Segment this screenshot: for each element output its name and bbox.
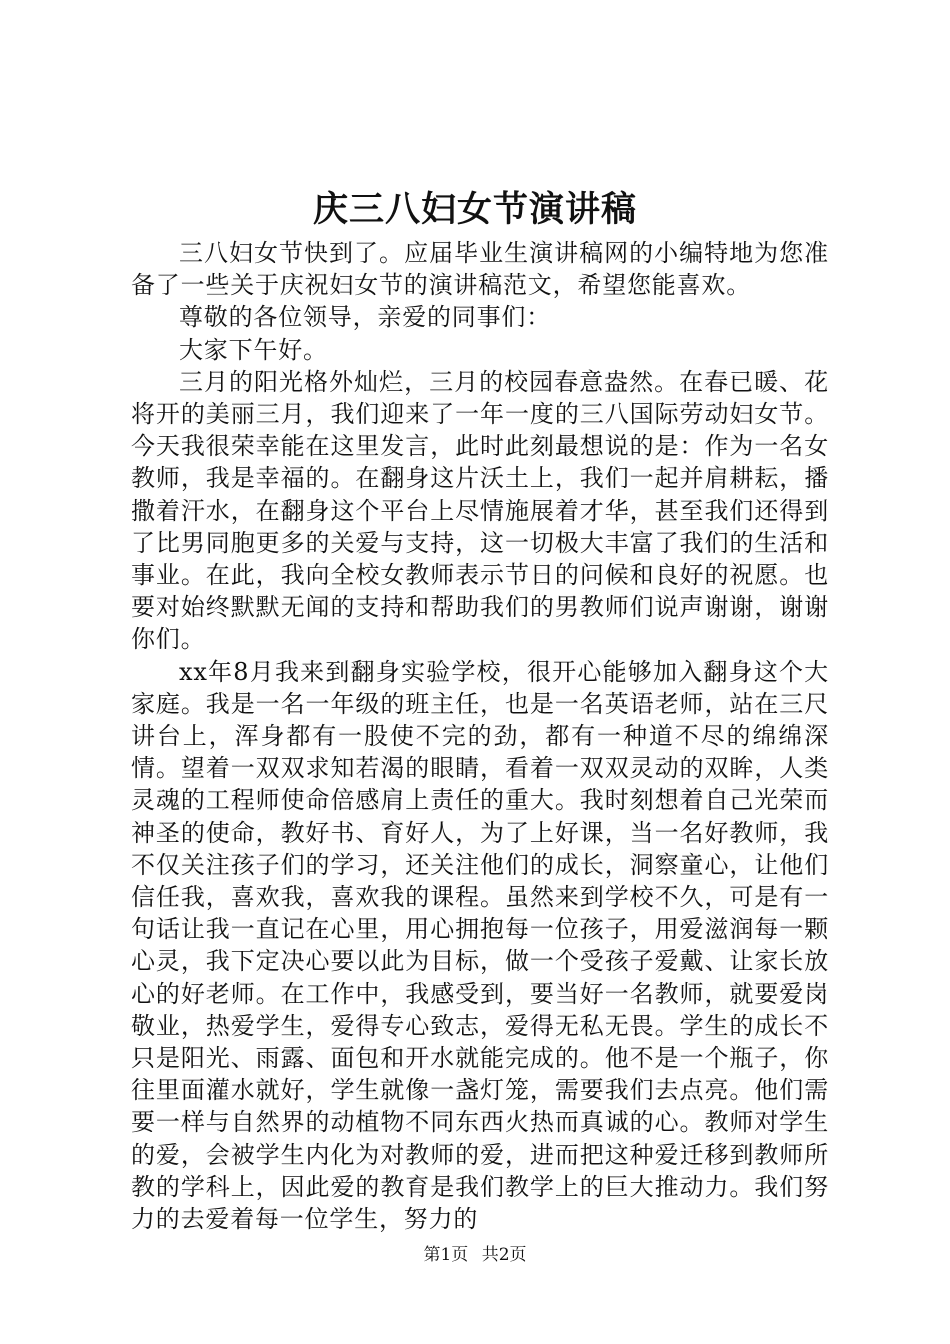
document-title: 庆三八妇女节演讲稿 bbox=[312, 189, 637, 230]
paragraph-greeting: 大家下午好。 bbox=[179, 335, 328, 364]
paragraph-intro: 三八妇女节快到了。应届毕业生演讲稿网的小编特地为您准备了一些关于庆祝妇女节的演讲稿范文，希望您能喜欢。 bbox=[131, 239, 829, 300]
paragraph-march: 三月的阳光格外灿烂，三月的校园春意盎然。在春已暖、花将开的美丽三月，我们迎来了一年一度的三八国际劳动妇女节。今天我很荣幸能在这里发言，此时此刻最想说的是：作为一名女教师，我是幸福的。在翻身这片沃土上，我们一起并肩耕耘，播撒着汗水，在翻身这个平台上尽情施展着才华，甚至我们还得到了比男同胞更多的关爱与支持，这一切极大丰富了我们的生活和事业。在此，我向全校女教师表示节日的问候和良好的祝愿。也要对始终默默无闻的支持和帮助我们的男教师们说声谢谢，谢谢你们。 bbox=[131, 367, 829, 654]
paragraph-teacher: xx年8月我来到翻身实验学校，很开心能够加入翻身这个大家庭。我是一名一年级的班主任，也是一名英语老师，站在三尺讲台上，浑身都有一股使不完的劲，都有一种道不尽的绵绵深情。望着一双双求知若渴的眼睛，看着一双双灵动的双眸，人类灵魂的工程师使命倍感肩上责任的重大。我时刻想着自己光荣而神圣的使命，教好书、育好人，为了上好课，当一名好教师，我不仅关注孩子们的学习，还关注他们的成长，洞察童心，让他们信任我，喜欢我，喜欢我的课程。虽然来到学校不久，可是有一句话让我一直记在心里，用心拥抱每一位孩子，用爱滋润每一颗心灵，我下定决心要以此为目标，做一个受孩子爱戴、让家长放心的好老师。在工作中，我感受到，要当好一名教师，就要爱岗敬业，热爱学生，爱得专心致志，爱得无私无畏。学生的成长不只是阳光、雨露、面包和开水就能完成的。他不是一个瓶子，你往里面灌水就好，学生就像一盏灯笼，需要我们去点亮。他们需要一样与自然界的动植物不同东西火热而真诚的心。教师对学生的爱，会被学生内化为对教师的爱，进而把这种爱迁移到教师所教的学科上，因此爱的教育是我们教学上的巨大推动力。我们努力的去爱着每一位学生，努力的 bbox=[131, 657, 829, 1234]
paragraph-salutation: 尊敬的各位领导，亲爱的同事们： bbox=[179, 303, 551, 332]
page-number: 第1页 bbox=[423, 1245, 469, 1265]
document-body bbox=[131, 237, 829, 1235]
page-total: 共2页 bbox=[481, 1245, 527, 1265]
page-footer bbox=[0, 1243, 950, 1267]
